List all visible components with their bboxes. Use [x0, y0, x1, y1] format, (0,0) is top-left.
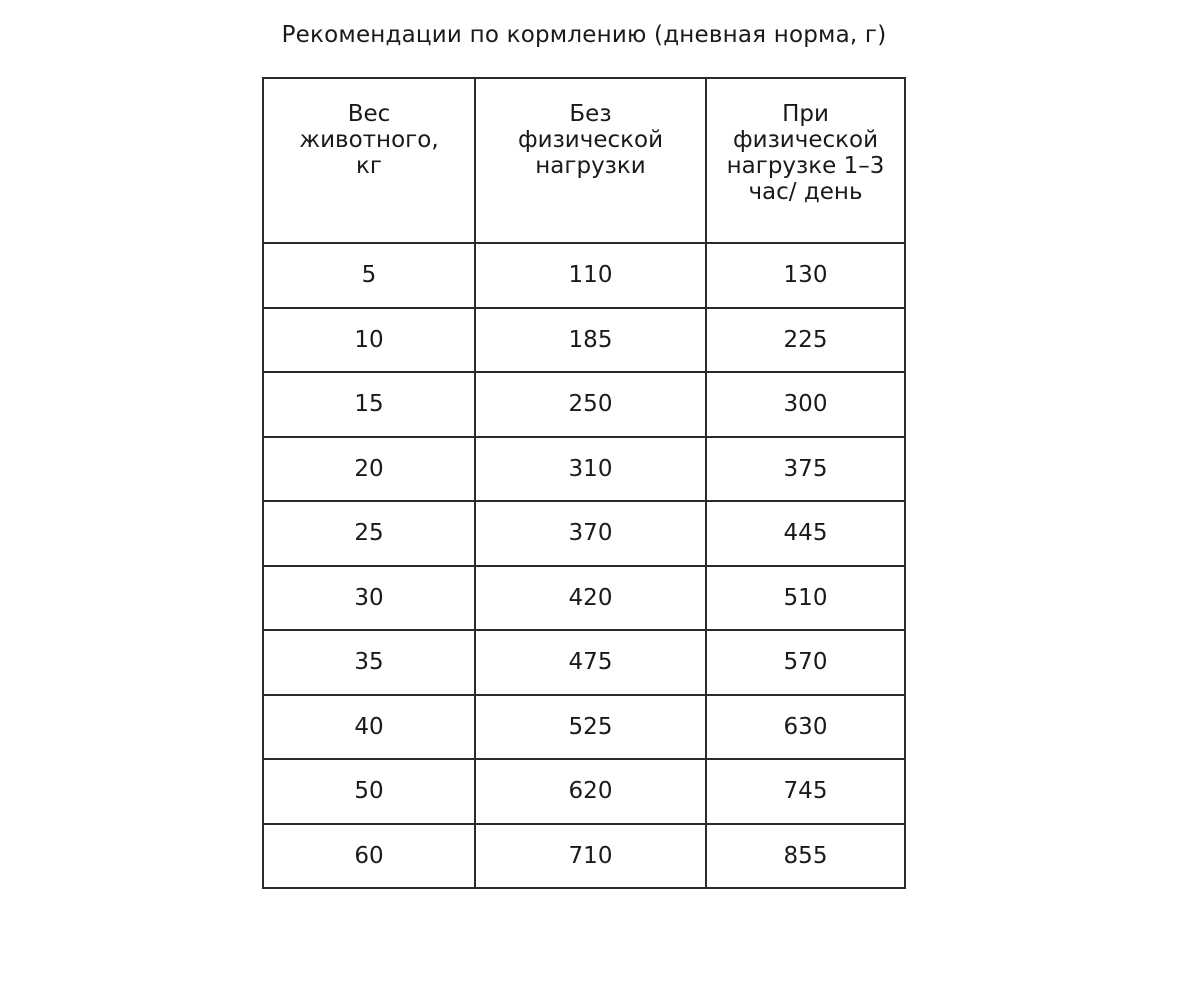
cell-weight: 10: [263, 308, 475, 373]
table-title: Рекомендации по кормлению (дневная норма, г): [281, 22, 887, 48]
feeding-table: [262, 77, 906, 889]
cell-no-activity: 185: [475, 308, 706, 373]
cell-with-activity: 300: [706, 372, 905, 437]
table-row: [263, 437, 905, 502]
cell-no-activity: 250: [475, 372, 706, 437]
column-header-weight: Вес животного, кг: [263, 78, 475, 243]
cell-weight: 25: [263, 501, 475, 566]
cell-weight: 50: [263, 759, 475, 824]
table-row: [263, 372, 905, 437]
cell-with-activity: 630: [706, 695, 905, 760]
cell-weight: 20: [263, 437, 475, 502]
cell-with-activity: 375: [706, 437, 905, 502]
cell-no-activity: 110: [475, 243, 706, 308]
cell-no-activity: 310: [475, 437, 706, 502]
table-row: [263, 308, 905, 373]
cell-weight: 40: [263, 695, 475, 760]
cell-weight: 35: [263, 630, 475, 695]
column-header-no-activity: Без физической нагрузки: [475, 78, 706, 243]
cell-weight: 5: [263, 243, 475, 308]
cell-with-activity: 510: [706, 566, 905, 631]
column-header-with-activity: При физической нагрузке 1–3 час/ день: [706, 78, 905, 243]
cell-weight: 60: [263, 824, 475, 889]
cell-no-activity: 620: [475, 759, 706, 824]
table-row: [263, 824, 905, 889]
cell-with-activity: 130: [706, 243, 905, 308]
header-row: [263, 78, 905, 243]
table-row: [263, 759, 905, 824]
table-row: [263, 501, 905, 566]
cell-no-activity: 525: [475, 695, 706, 760]
cell-with-activity: 225: [706, 308, 905, 373]
table-row: [263, 243, 905, 308]
cell-weight: 30: [263, 566, 475, 631]
table-row: [263, 566, 905, 631]
cell-no-activity: 420: [475, 566, 706, 631]
cell-with-activity: 445: [706, 501, 905, 566]
table-row: [263, 630, 905, 695]
cell-weight: 15: [263, 372, 475, 437]
cell-no-activity: 370: [475, 501, 706, 566]
cell-no-activity: 475: [475, 630, 706, 695]
cell-with-activity: 745: [706, 759, 905, 824]
cell-with-activity: 570: [706, 630, 905, 695]
cell-with-activity: 855: [706, 824, 905, 889]
table-row: [263, 695, 905, 760]
cell-no-activity: 710: [475, 824, 706, 889]
